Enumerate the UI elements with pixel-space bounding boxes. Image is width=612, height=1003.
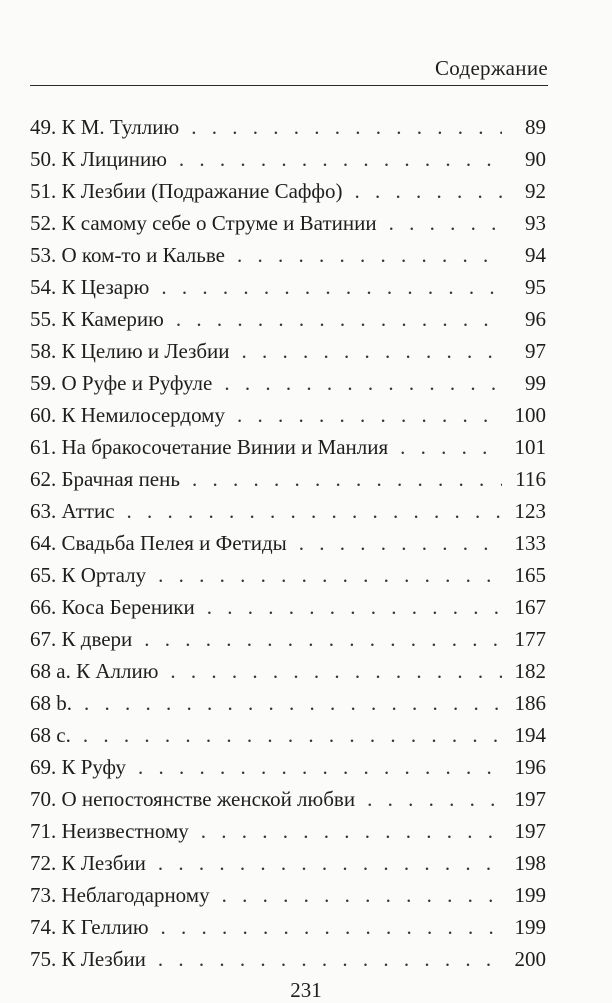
toc-entry-page: 186 bbox=[514, 691, 546, 715]
toc-entry-page: 101 bbox=[514, 435, 546, 459]
toc-entry-title: 49. К М. Туллию bbox=[30, 115, 180, 139]
toc-leader-dots bbox=[367, 787, 502, 812]
toc-entry-title: 67. К двери bbox=[30, 627, 133, 651]
toc-entry bbox=[30, 691, 546, 723]
toc-entry-title: 68 c. bbox=[30, 723, 71, 747]
toc-entry-page: 99 bbox=[525, 371, 546, 395]
toc-entry-title: 63. Аттис bbox=[30, 499, 115, 523]
toc-entry bbox=[30, 339, 546, 371]
toc-entry-page: 182 bbox=[514, 659, 546, 683]
toc-entry-title: 58. К Целию и Лезбии bbox=[30, 339, 230, 363]
toc-entry-page: 92 bbox=[525, 179, 546, 203]
toc-leader-dots bbox=[389, 211, 502, 236]
toc-leader-dots bbox=[191, 115, 502, 140]
toc-entry-title: 65. К Орталу bbox=[30, 563, 147, 587]
toc-entry-title: 71. Неизвестному bbox=[30, 819, 189, 843]
toc-entry-page: 95 bbox=[525, 275, 546, 299]
toc-entry-title: 68 a. К Аллию bbox=[30, 659, 159, 683]
toc-entry-page: 177 bbox=[514, 627, 546, 651]
toc-entry bbox=[30, 659, 546, 691]
toc-leader-dots bbox=[83, 723, 502, 748]
page-number: 231 bbox=[290, 978, 322, 1002]
toc-entry-page: 116 bbox=[515, 467, 546, 491]
toc-entry-title: 50. К Лицинию bbox=[30, 147, 167, 171]
toc-entry-title: 61. На бракосочетание Винии и Манлия bbox=[30, 435, 389, 459]
toc-entry-page: 89 bbox=[525, 115, 546, 139]
toc-entry-title: 59. О Руфе и Руфуле bbox=[30, 371, 213, 395]
toc-entry bbox=[30, 755, 546, 787]
toc-entry-page: 133 bbox=[514, 531, 546, 555]
toc-entry bbox=[30, 211, 546, 243]
toc-leader-dots bbox=[84, 691, 502, 716]
toc-entry bbox=[30, 915, 546, 947]
toc-leader-dots bbox=[179, 147, 502, 172]
toc-entry-title: 69. К Руфу bbox=[30, 755, 126, 779]
toc-entry bbox=[30, 179, 546, 211]
toc-leader-dots bbox=[192, 467, 502, 492]
toc-entry-title: 53. О ком-то и Кальве bbox=[30, 243, 225, 267]
toc-entry bbox=[30, 275, 546, 307]
toc-entry bbox=[30, 499, 546, 531]
toc-leader-dots bbox=[222, 883, 502, 908]
toc-leader-dots bbox=[176, 307, 502, 332]
toc-leader-dots bbox=[170, 659, 502, 684]
toc-entry-page: 93 bbox=[525, 211, 546, 235]
toc-entry-page: 94 bbox=[525, 243, 546, 267]
toc-entry-title: 68 b. bbox=[30, 691, 72, 715]
toc-entry bbox=[30, 723, 546, 755]
toc-entry-page: 199 bbox=[514, 915, 546, 939]
toc-leader-dots bbox=[207, 595, 502, 620]
toc-leader-dots bbox=[158, 563, 502, 588]
toc-entry-page: 97 bbox=[525, 339, 546, 363]
running-head: Содержание bbox=[434, 56, 548, 80]
toc-entry-title: 73. Неблагодарному bbox=[30, 883, 210, 907]
toc-entry-page: 90 bbox=[525, 147, 546, 171]
toc-entry bbox=[30, 371, 546, 403]
toc-leader-dots bbox=[161, 915, 502, 940]
toc-leader-dots bbox=[201, 819, 502, 844]
toc-entry-page: 96 bbox=[525, 307, 546, 331]
toc-entry bbox=[30, 307, 546, 339]
toc-entry-page: 200 bbox=[514, 947, 546, 971]
toc-entry bbox=[30, 563, 546, 595]
toc-entry bbox=[30, 851, 546, 883]
toc-entry bbox=[30, 883, 546, 915]
toc-entry-title: 60. К Немилосердому bbox=[30, 403, 225, 427]
toc-entry bbox=[30, 403, 546, 435]
toc-leader-dots bbox=[237, 243, 502, 268]
toc-leader-dots bbox=[138, 755, 502, 780]
toc-entry bbox=[30, 115, 546, 147]
toc-entry-title: 75. К Лезбии bbox=[30, 947, 146, 971]
toc-leader-dots bbox=[161, 275, 502, 300]
toc-entry-page: 167 bbox=[514, 595, 546, 619]
toc-entry-page: 194 bbox=[514, 723, 546, 747]
toc-entry bbox=[30, 467, 546, 499]
toc-leader-dots bbox=[299, 531, 502, 556]
toc-entry bbox=[30, 435, 546, 467]
toc-leader-dots bbox=[237, 403, 502, 428]
toc-leader-dots bbox=[355, 179, 503, 204]
toc-leader-dots bbox=[144, 627, 502, 652]
toc-entry-title: 51. К Лезбии (Подражание Саффо) bbox=[30, 179, 343, 203]
header-rule bbox=[30, 85, 548, 86]
toc-entry bbox=[30, 819, 546, 851]
toc-entry-page: 197 bbox=[514, 819, 546, 843]
toc-entry-title: 74. К Геллию bbox=[30, 915, 149, 939]
toc-entry bbox=[30, 243, 546, 275]
toc-leader-dots bbox=[127, 499, 502, 524]
toc-entry-page: 198 bbox=[514, 851, 546, 875]
toc-entry-title: 72. К Лезбии bbox=[30, 851, 146, 875]
toc-entry-page: 197 bbox=[514, 787, 546, 811]
toc-entry-title: 70. О непостоянстве женской любви bbox=[30, 787, 356, 811]
toc-entry-page: 199 bbox=[514, 883, 546, 907]
toc-entry-page: 165 bbox=[514, 563, 546, 587]
toc-leader-dots bbox=[242, 339, 502, 364]
toc-entry bbox=[30, 787, 546, 819]
toc-leader-dots bbox=[158, 947, 502, 972]
toc-entry-page: 196 bbox=[514, 755, 546, 779]
toc-entry bbox=[30, 627, 546, 659]
toc-entry bbox=[30, 947, 546, 979]
toc-entry-title: 62. Брачная пень bbox=[30, 467, 180, 491]
toc-entry bbox=[30, 531, 546, 563]
toc-leader-dots bbox=[400, 435, 502, 460]
toc-entry bbox=[30, 147, 546, 179]
toc-entry-title: 55. К Камерию bbox=[30, 307, 164, 331]
toc-entry bbox=[30, 595, 546, 627]
toc-leader-dots bbox=[224, 371, 502, 396]
toc-leader-dots bbox=[158, 851, 502, 876]
toc-entry-title: 66. Коса Береники bbox=[30, 595, 195, 619]
toc-entry-title: 64. Свадьба Пелея и Фетиды bbox=[30, 531, 287, 555]
toc-entry-title: 52. К самому себе о Струме и Ватинии bbox=[30, 211, 377, 235]
toc-entry-page: 123 bbox=[514, 499, 546, 523]
table-of-contents bbox=[30, 115, 546, 979]
toc-entry-title: 54. К Цезарю bbox=[30, 275, 150, 299]
toc-entry-page: 100 bbox=[514, 403, 546, 427]
